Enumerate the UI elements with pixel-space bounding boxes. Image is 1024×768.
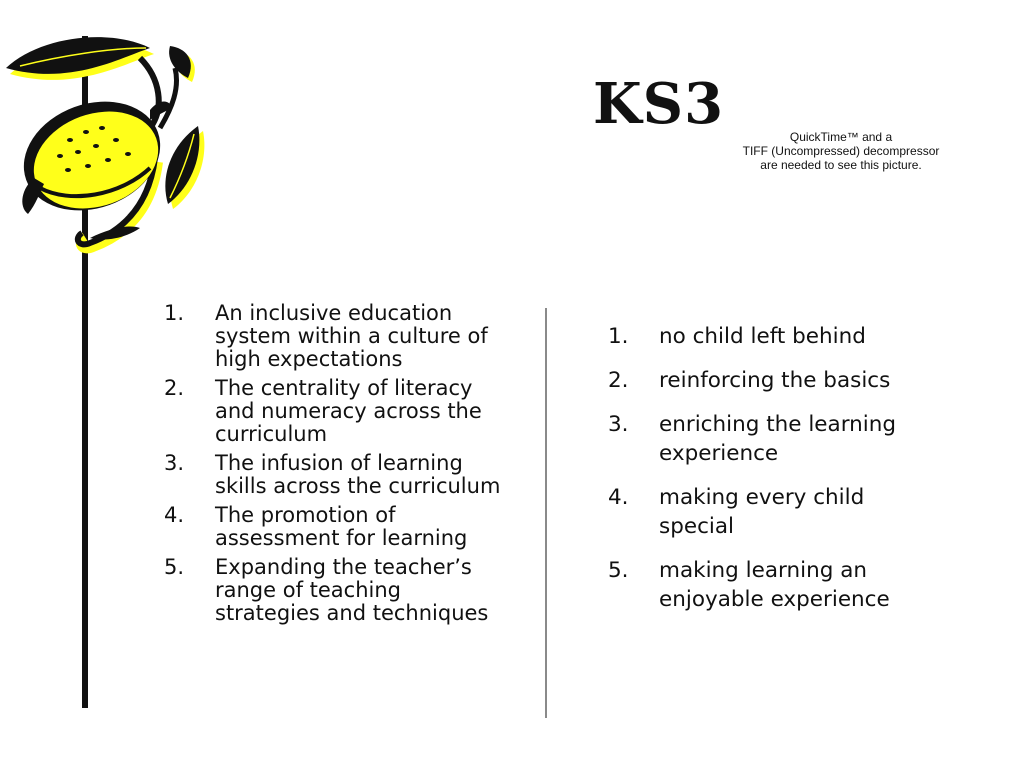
list-item-number: 5. xyxy=(608,558,629,583)
list-item xyxy=(608,483,938,541)
list-item-number: 5. xyxy=(164,555,185,579)
list-item-text: An inclusive education system within a culture of high expectations xyxy=(215,301,488,371)
list-item xyxy=(608,366,938,395)
list-item-text: enriching the learning experience xyxy=(659,412,897,466)
list-item xyxy=(164,302,504,371)
right-numbered-list xyxy=(608,322,938,629)
list-item-number: 1. xyxy=(164,301,185,325)
list-item xyxy=(608,322,938,351)
list-item-text: Expanding the teacher’s range of teaching strategies and techniques xyxy=(215,555,489,625)
list-item-text: reinforcing the basics xyxy=(659,368,891,393)
list-item-text: The promotion of assessment for learning xyxy=(215,503,468,550)
list-item-text: The centrality of literacy and numeracy across the curriculum xyxy=(215,376,482,446)
placeholder-line-1: QuickTime™ and a xyxy=(789,130,893,144)
list-item-text: making learning an enjoyable experience xyxy=(659,558,890,612)
list-item-number: 1. xyxy=(608,324,629,349)
list-item xyxy=(608,556,938,614)
list-item xyxy=(608,410,938,468)
list-item xyxy=(164,377,504,446)
list-item-number: 4. xyxy=(164,503,185,527)
lemon-clipart xyxy=(0,28,215,268)
left-numbered-list xyxy=(164,302,504,631)
column-divider xyxy=(545,308,547,718)
list-item-text: making every child special xyxy=(659,485,865,539)
list-item-number: 3. xyxy=(164,451,185,475)
list-item-number: 2. xyxy=(164,376,185,400)
missing-picture-placeholder xyxy=(728,130,954,172)
list-item-text: The infusion of learning skills across the curriculum xyxy=(215,451,501,498)
list-item xyxy=(164,556,504,625)
list-item-number: 4. xyxy=(608,485,629,510)
list-item xyxy=(164,504,504,550)
placeholder-line-3: are needed to see this picture. xyxy=(760,158,922,172)
list-item xyxy=(164,452,504,498)
slide-title: KS3 xyxy=(593,71,725,137)
placeholder-line-2: TIFF (Uncompressed) decompressor xyxy=(742,144,940,158)
list-item-number: 2. xyxy=(608,368,629,393)
list-item-text: no child left behind xyxy=(659,324,866,349)
list-item-number: 3. xyxy=(608,412,629,437)
